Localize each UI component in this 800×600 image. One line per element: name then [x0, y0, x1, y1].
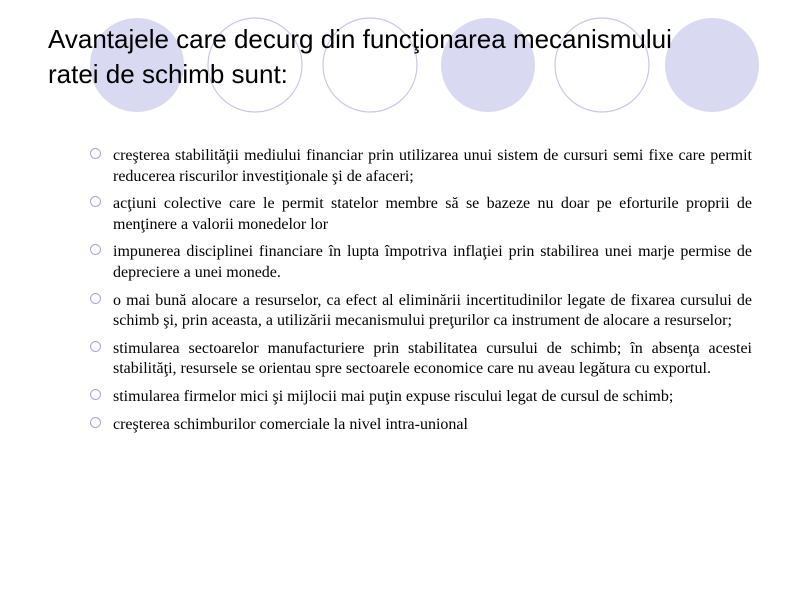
- ring-bullet-icon: [90, 148, 101, 159]
- ring-bullet-icon: [90, 417, 101, 428]
- bullet-item: [90, 387, 752, 408]
- title-line-2: ratei de schimb sunt:: [48, 59, 288, 89]
- ring-bullet-icon: [90, 389, 101, 400]
- ring-bullet-icon: [90, 293, 101, 304]
- bullet-text: creşterea stabilităţii mediului financiar prin utilizarea unui sistem de cursuri semi fixe care permit reducerea riscurilor investiţionale şi de afaceri;: [113, 147, 752, 185]
- bullet-text: impunerea disciplinei financiare în lupta împotriva inflaţiei prin stabilirea unei marje permise de depreciere a unei monede.: [113, 243, 752, 281]
- bullet-item: [90, 415, 752, 436]
- bullet-list: [90, 146, 752, 442]
- bullet-item: [90, 194, 752, 235]
- title-line-1: Avantajele care decurg din funcţionarea mecanismului: [48, 24, 672, 54]
- bullet-text: stimularea firmelor mici şi mijlocii mai puţin expuse riscului legat de cursul de schimb;: [113, 387, 674, 405]
- bullet-item: [90, 146, 752, 187]
- bullet-text: o mai bună alocare a resurselor, ca efect al eliminării incertitudinilor legate de fixarea cursului de schimb şi, prin aceasta, a utilizării mecanismului preţurilor ca instrument de alocare a resurselor;: [113, 291, 752, 330]
- bullet-text: acţiuni colective care le permit statelor membre să se bazeze nu doar pe eforturile proprii de menţinere a valorii monedelor lor: [113, 195, 752, 233]
- bullet-item: [90, 339, 752, 380]
- slide-title: [48, 22, 768, 92]
- bullet-item: [90, 242, 752, 283]
- ring-bullet-icon: [90, 341, 101, 352]
- bullet-text: creşterea schimburilor comerciale la nivel intra-unional: [113, 415, 468, 433]
- ring-bullet-icon: [90, 196, 101, 207]
- bullet-item: [90, 291, 752, 332]
- bullet-text: stimularea sectoarelor manufacturiere prin stabilitatea cursului de schimb; în absenţa acestei stabilităţi, resursele se orientau spre sectoarele economice care nu aveau legătura cu exportul.: [113, 339, 752, 378]
- ring-bullet-icon: [90, 244, 101, 255]
